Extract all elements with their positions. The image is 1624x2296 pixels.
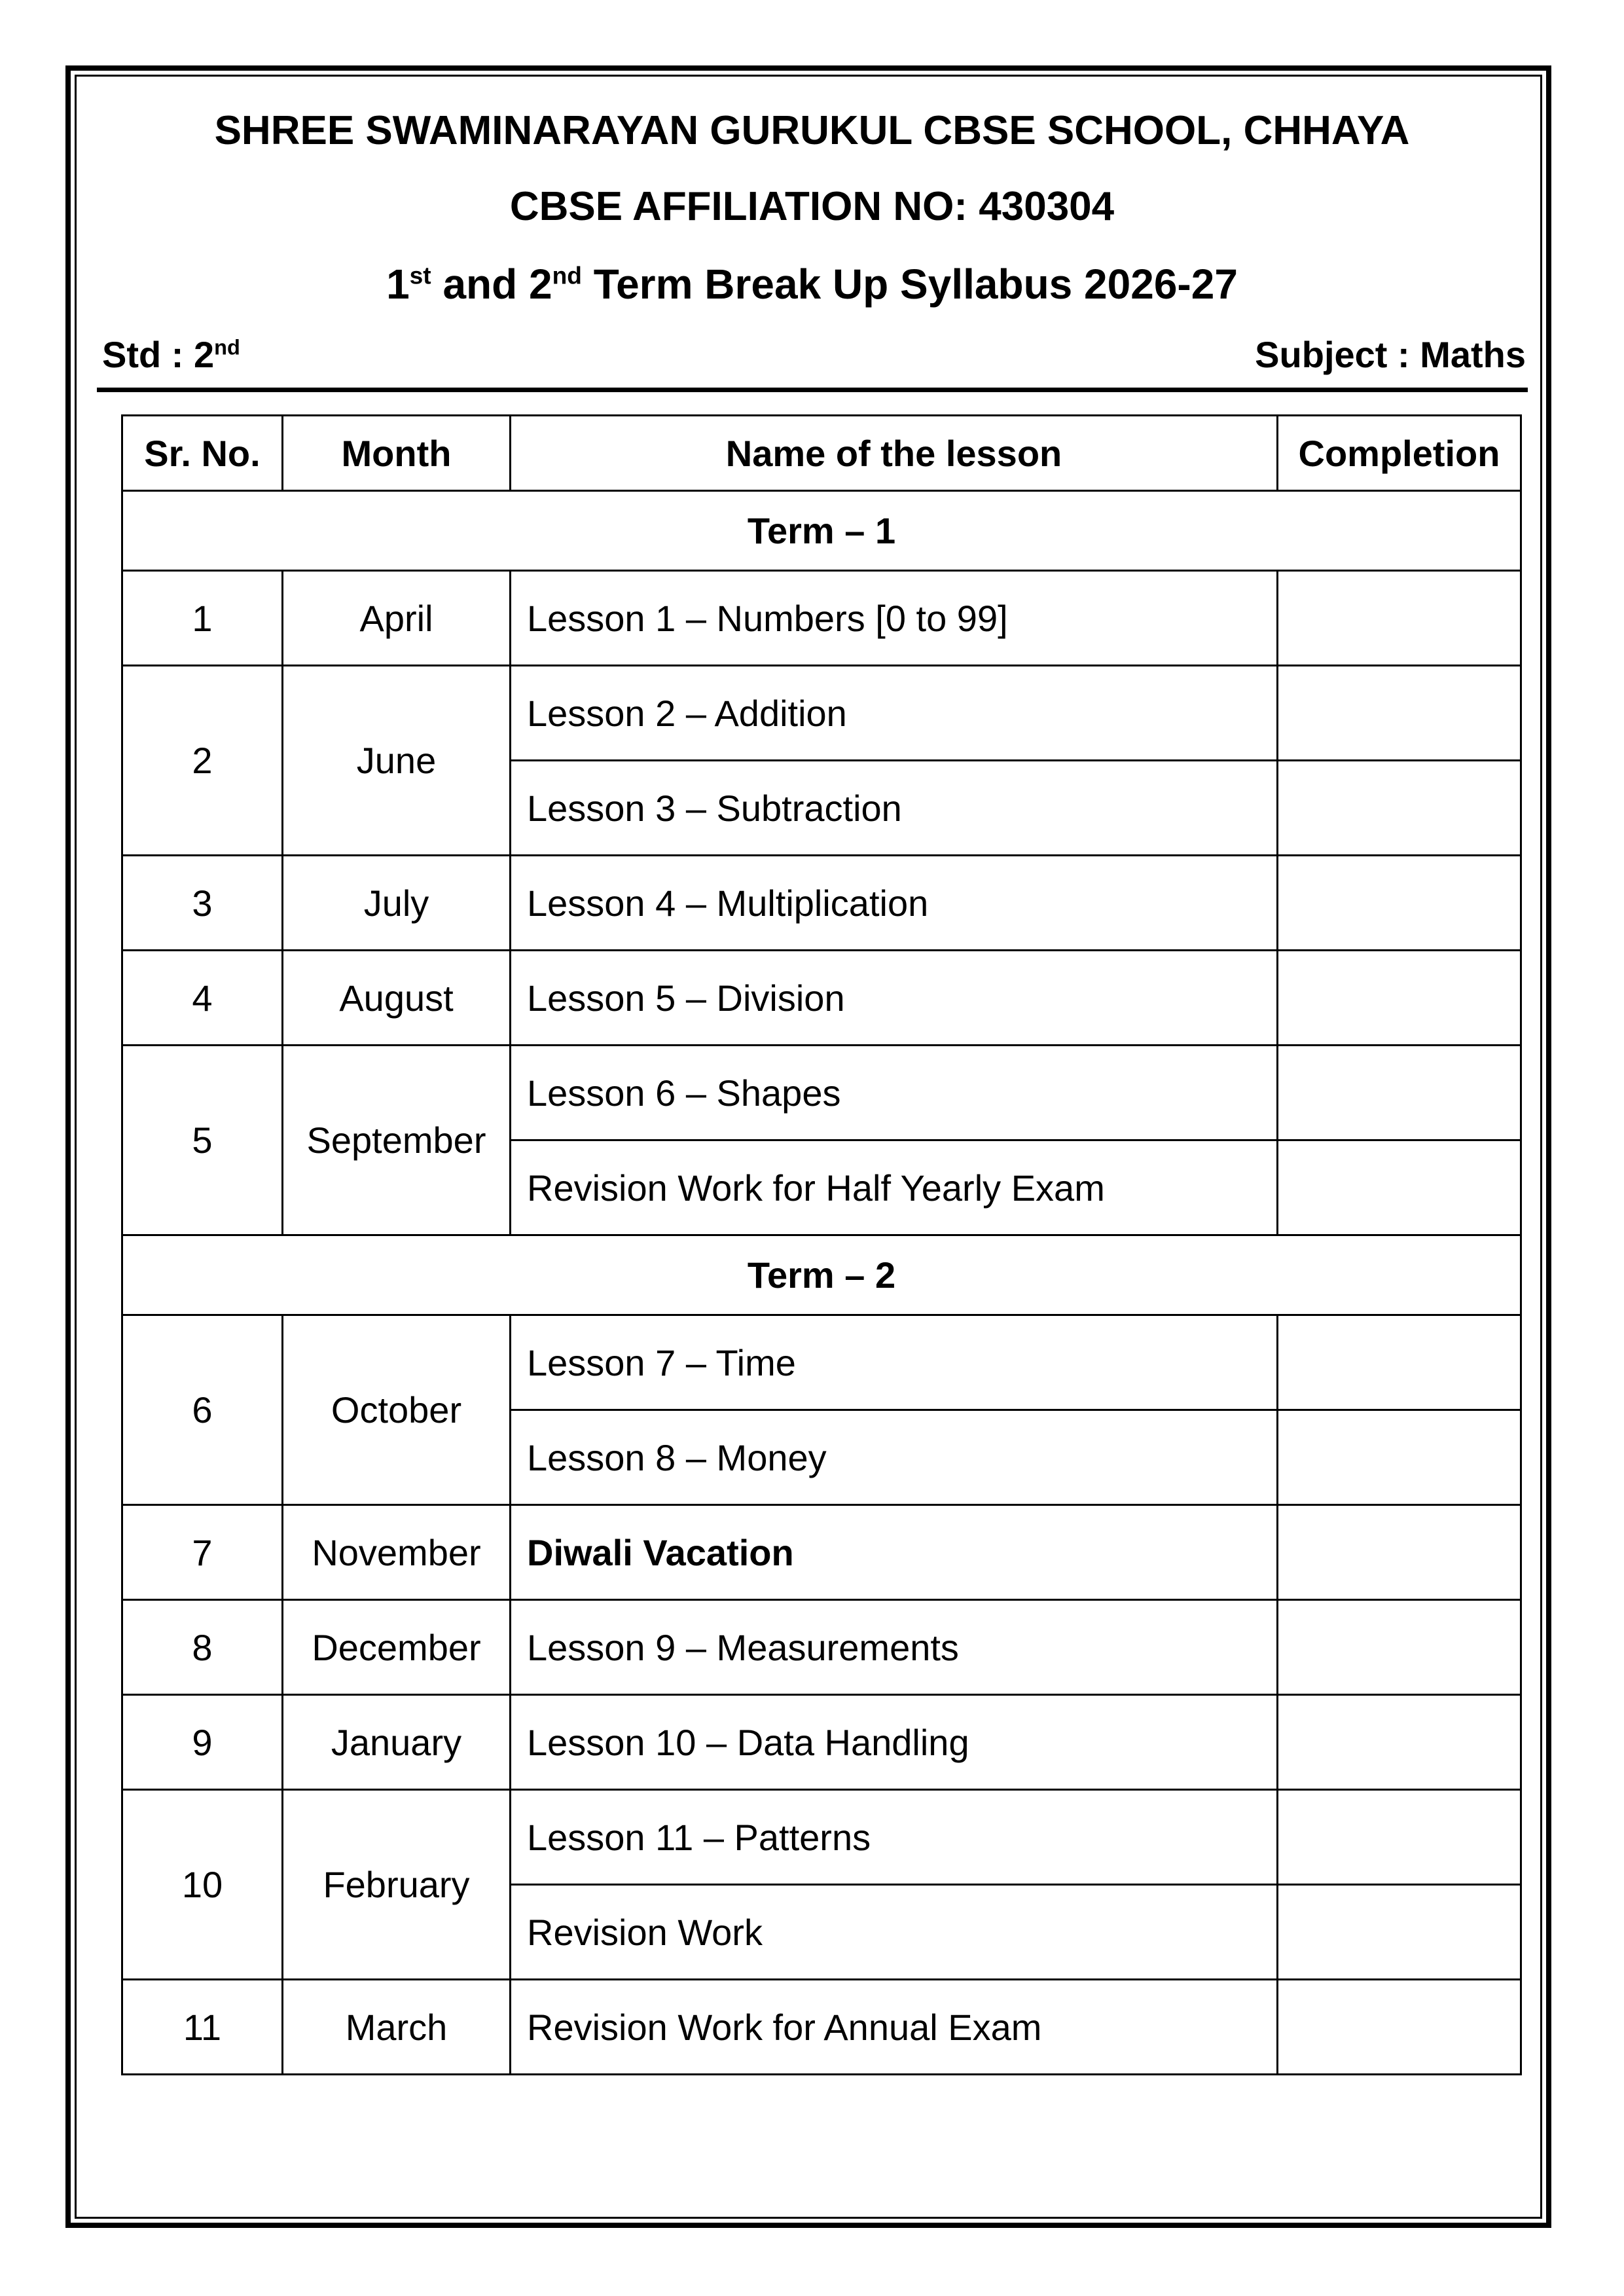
standard-superscript: nd bbox=[214, 335, 240, 359]
table-row bbox=[122, 1790, 1521, 1885]
table-row bbox=[122, 951, 1521, 1046]
sr-no-cell: 11 bbox=[122, 1980, 283, 2075]
lesson-cell: Lesson 10 – Data Handling bbox=[511, 1695, 1278, 1790]
title-text: and 2 bbox=[431, 261, 552, 308]
lesson-cell: Diwali Vacation bbox=[511, 1505, 1278, 1600]
completion-cell bbox=[1278, 571, 1521, 666]
title-text: Term Break Up Syllabus 2026-27 bbox=[581, 261, 1238, 308]
sr-no-cell: 10 bbox=[122, 1790, 283, 1980]
title-text: 1 bbox=[386, 261, 410, 308]
lesson-cell: Lesson 5 – Division bbox=[511, 951, 1278, 1046]
completion-cell bbox=[1278, 1410, 1521, 1505]
month-cell: December bbox=[283, 1600, 511, 1695]
month-cell: April bbox=[283, 571, 511, 666]
syllabus-table bbox=[121, 414, 1522, 2075]
table-row bbox=[122, 856, 1521, 951]
month-cell: June bbox=[283, 666, 511, 856]
sr-no-cell: 3 bbox=[122, 856, 283, 951]
completion-cell bbox=[1278, 856, 1521, 951]
table-row bbox=[122, 1980, 1521, 2075]
lesson-cell: Revision Work for Half Yearly Exam bbox=[511, 1140, 1278, 1235]
table-row bbox=[122, 1046, 1521, 1140]
sr-no-cell: 4 bbox=[122, 951, 283, 1046]
completion-cell bbox=[1278, 761, 1521, 856]
column-header-month: Month bbox=[283, 416, 511, 491]
month-cell: October bbox=[283, 1315, 511, 1505]
completion-cell bbox=[1278, 666, 1521, 761]
table-row bbox=[122, 1505, 1521, 1600]
title-superscript: nd bbox=[552, 261, 582, 289]
month-cell: July bbox=[283, 856, 511, 951]
month-cell: February bbox=[283, 1790, 511, 1980]
term-2-label: Term – 2 bbox=[122, 1235, 1521, 1315]
syllabus-title bbox=[0, 251, 1624, 317]
term-row bbox=[122, 1235, 1521, 1315]
table-row bbox=[122, 571, 1521, 666]
sr-no-cell: 8 bbox=[122, 1600, 283, 1695]
lesson-cell: Lesson 1 – Numbers [0 to 99] bbox=[511, 571, 1278, 666]
lesson-cell: Revision Work bbox=[511, 1885, 1278, 1980]
completion-cell bbox=[1278, 1315, 1521, 1410]
term-row bbox=[122, 491, 1521, 571]
sr-no-cell: 1 bbox=[122, 571, 283, 666]
table-row bbox=[122, 1695, 1521, 1790]
column-header-sr-no: Sr. No. bbox=[122, 416, 283, 491]
sr-no-cell: 5 bbox=[122, 1046, 283, 1235]
affiliation-number: CBSE AFFILIATION NO: 430304 bbox=[509, 184, 1115, 229]
standard-label bbox=[102, 329, 240, 381]
column-header-lesson: Name of the lesson bbox=[511, 416, 1278, 491]
lesson-cell: Lesson 9 – Measurements bbox=[511, 1600, 1278, 1695]
completion-cell bbox=[1278, 1505, 1521, 1600]
sr-no-cell: 6 bbox=[122, 1315, 283, 1505]
lesson-cell: Revision Work for Annual Exam bbox=[511, 1980, 1278, 2075]
sr-no-cell: 9 bbox=[122, 1695, 283, 1790]
school-name: SHREE SWAMINARAYAN GURUKUL CBSE SCHOOL, CHHAYA bbox=[214, 108, 1410, 153]
completion-cell bbox=[1278, 1980, 1521, 2075]
table-row bbox=[122, 1600, 1521, 1695]
term-1-label: Term – 1 bbox=[122, 491, 1521, 571]
month-cell: January bbox=[283, 1695, 511, 1790]
standard-text: Std : 2 bbox=[102, 334, 215, 375]
table-row bbox=[122, 666, 1521, 761]
subject-label: Subject : Maths bbox=[1255, 334, 1526, 375]
sr-no-cell: 7 bbox=[122, 1505, 283, 1600]
month-cell: August bbox=[283, 951, 511, 1046]
month-cell: March bbox=[283, 1980, 511, 2075]
completion-cell bbox=[1278, 1600, 1521, 1695]
month-cell: November bbox=[283, 1505, 511, 1600]
title-superscript: st bbox=[409, 261, 431, 289]
sr-no-cell: 2 bbox=[122, 666, 283, 856]
completion-cell bbox=[1278, 1885, 1521, 1980]
lesson-cell: Lesson 4 – Multiplication bbox=[511, 856, 1278, 951]
table-header-row bbox=[122, 416, 1521, 491]
lesson-cell: Lesson 11 – Patterns bbox=[511, 1790, 1278, 1885]
lesson-cell: Lesson 2 – Addition bbox=[511, 666, 1278, 761]
completion-cell bbox=[1278, 1790, 1521, 1885]
header-divider bbox=[97, 388, 1528, 392]
lesson-cell: Lesson 6 – Shapes bbox=[511, 1046, 1278, 1140]
column-header-completion: Completion bbox=[1278, 416, 1521, 491]
completion-cell bbox=[1278, 1140, 1521, 1235]
lesson-cell: Lesson 7 – Time bbox=[511, 1315, 1278, 1410]
completion-cell bbox=[1278, 1695, 1521, 1790]
table-row bbox=[122, 1315, 1521, 1410]
completion-cell bbox=[1278, 1046, 1521, 1140]
month-cell: September bbox=[283, 1046, 511, 1235]
completion-cell bbox=[1278, 951, 1521, 1046]
lesson-cell: Lesson 8 – Money bbox=[511, 1410, 1278, 1505]
lesson-cell: Lesson 3 – Subtraction bbox=[511, 761, 1278, 856]
